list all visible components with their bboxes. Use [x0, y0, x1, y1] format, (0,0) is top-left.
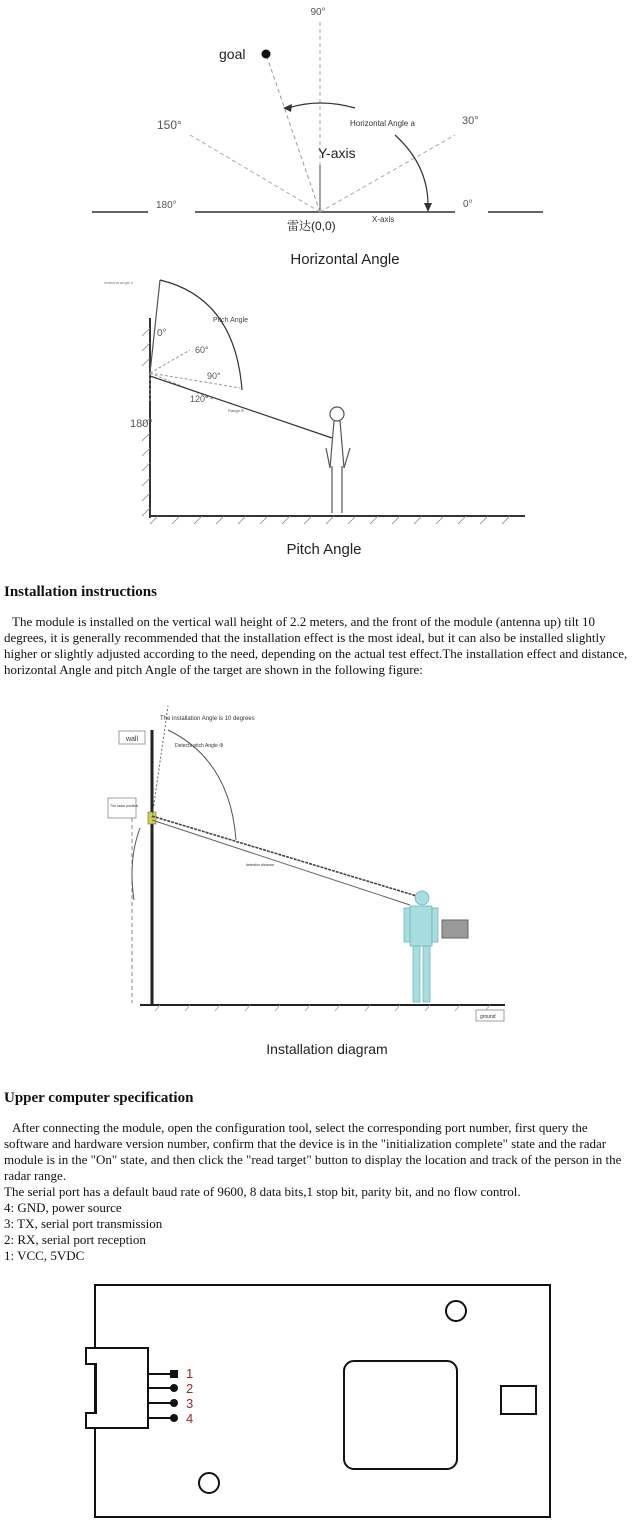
pin-number-2: 2	[186, 1381, 194, 1396]
pitch-90-label: 90°	[207, 371, 221, 381]
origin-label: 雷达(0,0)	[287, 219, 336, 233]
person-figure	[326, 407, 350, 513]
pitch-angle-label: Pitch Angle	[213, 317, 249, 324]
one-fifty-line	[190, 135, 320, 212]
antenna-line	[150, 280, 160, 373]
person-label-box	[442, 920, 468, 938]
x-axis-label: X-axis	[372, 215, 395, 224]
pin-number-1: 1	[186, 1366, 194, 1381]
installation-diagram	[0, 700, 640, 1070]
tilt-line	[152, 706, 168, 818]
top-antenna-label: Antenna angle 0	[104, 280, 134, 285]
range-label: Range R	[228, 408, 244, 413]
mounting-hole-bottom	[199, 1473, 219, 1493]
deg-150-label: 150°	[157, 118, 182, 132]
board-outline	[95, 1285, 550, 1517]
pin-3-dot	[170, 1399, 178, 1407]
goal-arc-arrowhead	[283, 104, 292, 112]
horizontal-angle-caption: Horizontal Angle	[290, 251, 400, 268]
pitch-180-label: 180°	[130, 418, 153, 430]
horizontal-angle-figure	[0, 0, 640, 280]
pin-number-4: 4	[186, 1411, 194, 1426]
pin-line-4: 4: GND, power source	[4, 1200, 122, 1215]
pitch-120-label: 120°	[190, 394, 209, 404]
installation-heading: Installation instructions	[4, 584, 157, 600]
arc-arrowhead	[424, 203, 432, 212]
installation-paragraph: The module is installed on the vertical wall height of 2.2 meters, and the front of the module (antenna up) tilt 10 degrees, it is generally recommended that the installation effect is the most ideal, but it can also be installed slightly higher or slightly adjusted according to the need, depending on the actual test effect.The installation effect and distance, horizontal Angle and pitch Angle of the target are shown in the following figure:	[4, 614, 628, 677]
pitch-60-label: 60°	[195, 345, 209, 355]
pin-number-3: 3	[186, 1396, 194, 1411]
connector-housing	[86, 1348, 148, 1428]
tilt-angle-label: The installation Angle is 10 degrees	[160, 716, 255, 722]
ground-hatching	[150, 516, 510, 524]
board-figure	[0, 1278, 640, 1522]
pin-line-2: 2: RX, serial port reception	[4, 1232, 146, 1247]
pin-line-1: 1: VCC, 5VDC	[4, 1248, 85, 1263]
horizontal-angle-arc	[395, 135, 428, 205]
y-axis-label: Y-axis	[318, 145, 356, 161]
goal-dot	[262, 50, 271, 59]
deg-0-label: 0°	[463, 199, 473, 210]
pitch-0-label: 0°	[157, 328, 167, 339]
upper-computer-paragraph: After connecting the module, open the configuration tool, select the corresponding port number, first query the software and hardware version number, confirm that the device is in the "initialization complete" state and the radar module is in the "On" state, and then click the "read target" button to display the location and track of the person in the radar range.	[4, 1120, 622, 1183]
pin-line-3: 3: TX, serial port transmission	[4, 1216, 163, 1231]
upper-computer-heading: Upper computer specification	[4, 1090, 194, 1106]
pitch-arc	[160, 280, 242, 390]
detection-distance-label: detection distance	[246, 863, 275, 867]
pin-2-dot	[170, 1384, 178, 1392]
sixty-line	[150, 350, 190, 373]
ground-label: ground	[480, 1014, 496, 1020]
upper-computer-text	[4, 1120, 632, 1264]
pitch-angle-caption: Pitch Angle	[286, 541, 362, 558]
detection-line-upper	[152, 816, 420, 897]
small-component	[501, 1386, 536, 1414]
goal-angle-arc	[288, 103, 355, 108]
goal-line	[266, 54, 320, 212]
main-chip	[344, 1361, 457, 1469]
module-position-box	[108, 798, 139, 818]
pitch-phi-label: Detects pitch Angle Φ	[175, 743, 224, 749]
install-person	[404, 891, 438, 1002]
serial-port-line: The serial port has a default baud rate of 9600, 8 data bits,1 stop bit, parity bit, and no flow control.	[4, 1184, 521, 1199]
mounting-hole-top	[446, 1301, 466, 1321]
horizontal-angle-a-label: Horizontal Angle a	[350, 119, 415, 128]
module-position-label: The radar position	[110, 804, 139, 808]
goal-label: goal	[219, 46, 246, 62]
pin-1-square	[170, 1370, 178, 1378]
installation-caption: Installation diagram	[266, 1041, 388, 1057]
lower-arc	[132, 828, 140, 900]
deg-90-label: 90°	[310, 7, 326, 18]
pitch-angle-figure	[0, 268, 640, 568]
deg-180-label: 180°	[156, 200, 177, 211]
deg-30-label: 30°	[462, 115, 479, 127]
detection-line-lower	[152, 820, 410, 905]
pin-4-dot	[170, 1414, 178, 1422]
wall-label: wall	[125, 736, 139, 743]
